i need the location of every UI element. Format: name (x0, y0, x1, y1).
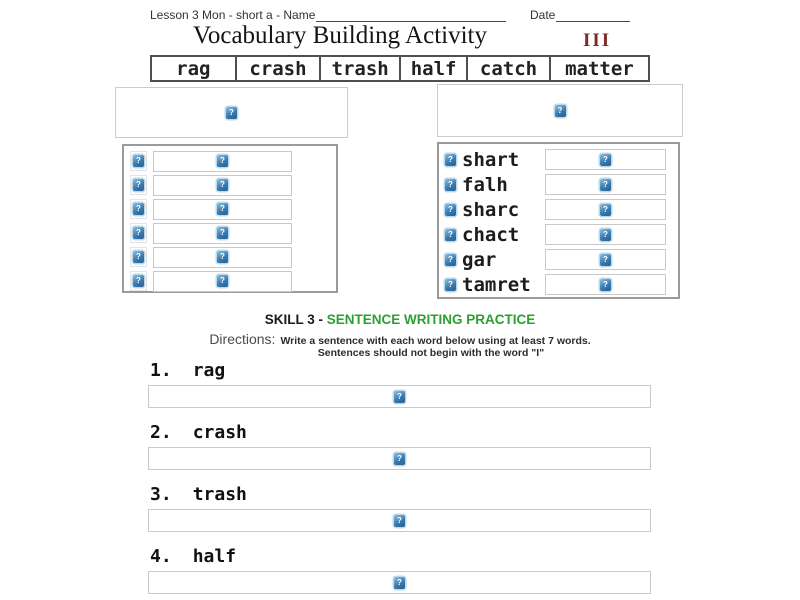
match-row (124, 197, 336, 221)
sentence-item-label (150, 484, 247, 505)
unscramble-row (439, 222, 678, 247)
date-label: Date (530, 8, 556, 22)
sentence-answer-box[interactable] (148, 571, 651, 594)
unscramble-table (437, 142, 680, 299)
word-bank-word: crash (235, 57, 320, 80)
image-placeholder-icon: ? (217, 251, 228, 263)
image-placeholder-icon: ? (600, 204, 611, 216)
date-line (530, 8, 630, 22)
picture-cell (130, 199, 147, 219)
scrambled-word: gar (462, 248, 497, 271)
word-bank-word: trash (319, 57, 399, 80)
match-table (122, 144, 338, 293)
answer-box[interactable] (153, 247, 292, 268)
image-placeholder-icon: ? (217, 155, 228, 167)
sentence-number: 3. (150, 484, 172, 505)
image-placeholder-icon: ? (133, 251, 144, 263)
image-placeholder-icon: ? (226, 107, 237, 119)
lesson-name-line (150, 8, 506, 22)
scrambled-word: falh (462, 173, 508, 196)
image-placeholder-icon: ? (133, 227, 144, 239)
answer-box[interactable] (545, 224, 666, 245)
image-placeholder-icon: ? (445, 254, 456, 266)
image-placeholder-icon: ? (445, 154, 456, 166)
answer-box[interactable] (153, 199, 292, 220)
image-placeholder-icon: ? (133, 203, 144, 215)
scrambled-word: chact (462, 223, 520, 246)
image-placeholder-icon: ? (394, 453, 405, 465)
picture-cell (130, 271, 147, 291)
sentence-answer-box[interactable] (148, 385, 651, 408)
unscramble-row (439, 147, 678, 172)
directions-text: Write a sentence with each word below using at least 7 words. (280, 335, 591, 347)
picture-cell (130, 175, 147, 195)
right-picture-box (437, 84, 683, 137)
picture-cell (130, 247, 147, 267)
image-placeholder-icon: ? (600, 254, 611, 266)
image-placeholder-icon: ? (217, 179, 228, 191)
image-placeholder-icon: ? (394, 577, 405, 589)
sentence-answer-box[interactable] (148, 447, 651, 470)
word-bank-word: catch (466, 57, 549, 80)
sentence-item-label (150, 360, 225, 381)
image-placeholder-icon: ? (217, 203, 228, 215)
directions-note: Sentences should not begin with the word "I" (317, 347, 545, 359)
image-placeholder-icon: ? (217, 227, 228, 239)
picture-cell (130, 223, 147, 243)
sentence-item-label (150, 422, 247, 443)
directions-label: Directions: (209, 331, 276, 347)
sentence-word: trash (192, 484, 247, 505)
answer-box[interactable] (153, 151, 292, 172)
skill-heading (0, 312, 800, 327)
image-placeholder-icon: ? (445, 179, 456, 191)
sentence-number: 4. (150, 546, 172, 567)
match-row (124, 245, 336, 269)
unscramble-row (439, 272, 678, 297)
lesson-label: Lesson 3 Mon - short a - Name (150, 8, 316, 22)
image-placeholder-icon: ? (600, 154, 611, 166)
word-bank (150, 55, 650, 82)
scrambled-word: tamret (462, 273, 531, 296)
answer-box[interactable] (545, 174, 666, 195)
scrambled-word: sharc (462, 198, 520, 221)
picture-cell (130, 151, 147, 171)
answer-box[interactable] (153, 175, 292, 196)
image-placeholder-icon: ? (445, 204, 456, 216)
image-placeholder-icon: ? (133, 155, 144, 167)
sentence-answer-box[interactable] (148, 509, 651, 532)
roman-numeral: III (583, 30, 612, 51)
name-blank-line (316, 8, 506, 22)
image-placeholder-icon: ? (555, 105, 566, 117)
image-placeholder-icon: ? (133, 275, 144, 287)
scrambled-word: shart (462, 148, 520, 171)
match-row (124, 149, 336, 173)
word-bank-word: half (399, 57, 466, 80)
skill-heading-prefix: SKILL 3 - (264, 312, 327, 327)
match-row (124, 269, 336, 293)
image-placeholder-icon: ? (445, 279, 456, 291)
left-picture-box (115, 87, 348, 138)
sentence-number: 1. (150, 360, 172, 381)
image-placeholder-icon: ? (600, 279, 611, 291)
answer-box[interactable] (153, 223, 292, 244)
unscramble-row (439, 247, 678, 272)
answer-box[interactable] (545, 249, 666, 270)
answer-box[interactable] (545, 149, 666, 170)
sentence-number: 2. (150, 422, 172, 443)
image-placeholder-icon: ? (445, 229, 456, 241)
page-title: Vocabulary Building Activity (193, 22, 487, 49)
answer-box[interactable] (545, 199, 666, 220)
image-placeholder-icon: ? (600, 179, 611, 191)
image-placeholder-icon: ? (133, 179, 144, 191)
sentence-word: rag (192, 360, 226, 381)
image-placeholder-icon: ? (600, 229, 611, 241)
answer-box[interactable] (545, 274, 666, 295)
sentence-item-label (150, 546, 236, 567)
unscramble-row (439, 172, 678, 197)
image-placeholder-icon: ? (394, 515, 405, 527)
unscramble-row (439, 197, 678, 222)
image-placeholder-icon: ? (217, 275, 228, 287)
date-blank-line (556, 8, 630, 22)
sentence-word: crash (192, 422, 247, 443)
answer-box[interactable] (153, 271, 292, 292)
match-row (124, 173, 336, 197)
image-placeholder-icon: ? (394, 391, 405, 403)
sentence-word: half (192, 546, 237, 567)
word-bank-word: rag (176, 57, 211, 80)
word-bank-word: matter (549, 57, 648, 80)
skill-heading-highlight: SENTENCE WRITING PRACTICE (326, 312, 536, 327)
match-row (124, 221, 336, 245)
